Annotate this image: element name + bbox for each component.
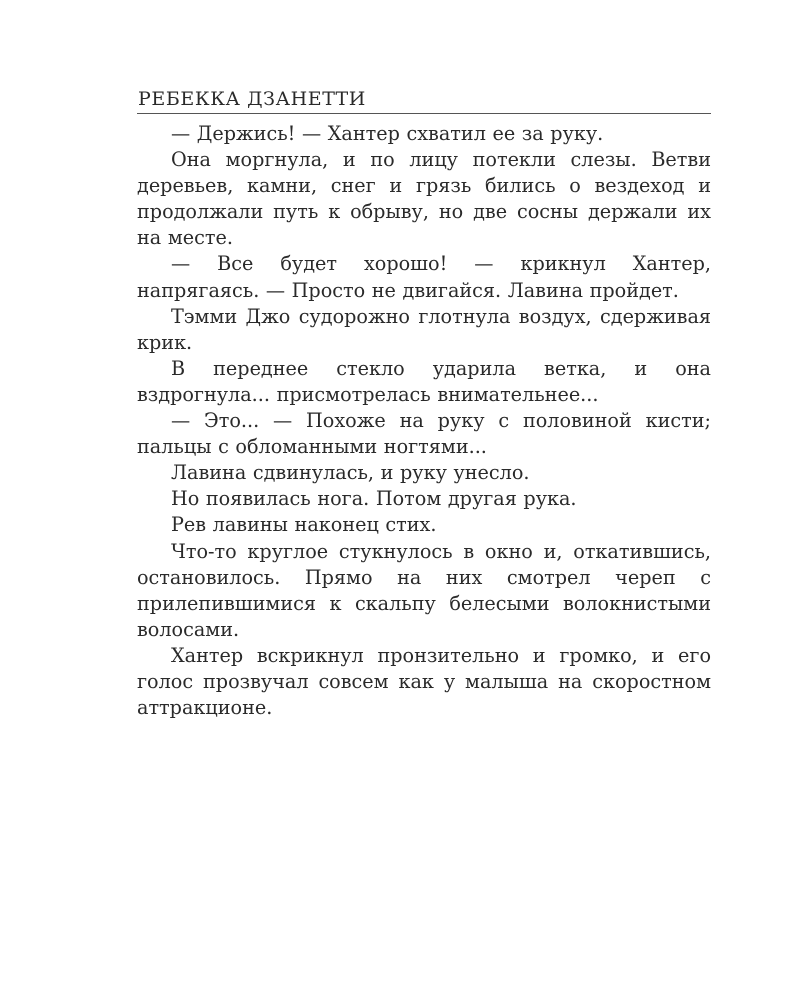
paragraph: — Все будет хорошо! — крикнул Хантер, напрягаясь. — Просто не двигайся. Лавина пройдет. xyxy=(137,252,711,302)
running-header-author: РЕБЕККА ДЗАНЕТТИ xyxy=(138,88,366,110)
paragraph: Она моргнула, и по лицу потекли слезы. Ветви деревьев, камни, снег и грязь бились о вездеход и продолжали путь к обрыву, но две сосны держали их на месте. xyxy=(137,148,711,250)
paragraph: — Держись! — Хантер схватил ее за руку. xyxy=(171,122,604,145)
paragraph: Лавина сдвинулась, и руку унесло. xyxy=(171,461,530,485)
paragraph: Хантер вскрикнул пронзительно и громко, и его голос прозвучал совсем как у малыша на скоростном аттракционе. xyxy=(137,643,711,720)
paragraph: — Это... — Похоже на руку с половиной кисти; пальцы с обломанными ногтями... xyxy=(137,409,711,459)
paragraph: Рев лавины наконец стих. xyxy=(171,513,437,537)
book-page xyxy=(137,86,711,721)
page-body-text xyxy=(137,121,711,721)
paragraph: Что-то круглое стукнулось в окно и, откатившись, остановилось. Прямо на них смотрел череп с прилепившимися к скальпу белесыми волокнистыми волосами. xyxy=(137,539,711,641)
paragraph: В переднее стекло ударила ветка, и она вздрогнула... присмотрелась внимательнее... xyxy=(137,356,711,406)
header-divider xyxy=(137,113,711,114)
paragraph: Но появилась нога. Потом другая рука. xyxy=(171,487,577,511)
paragraph: Тэмми Джо судорожно глотнула воздух, сдерживая крик. xyxy=(137,304,711,354)
